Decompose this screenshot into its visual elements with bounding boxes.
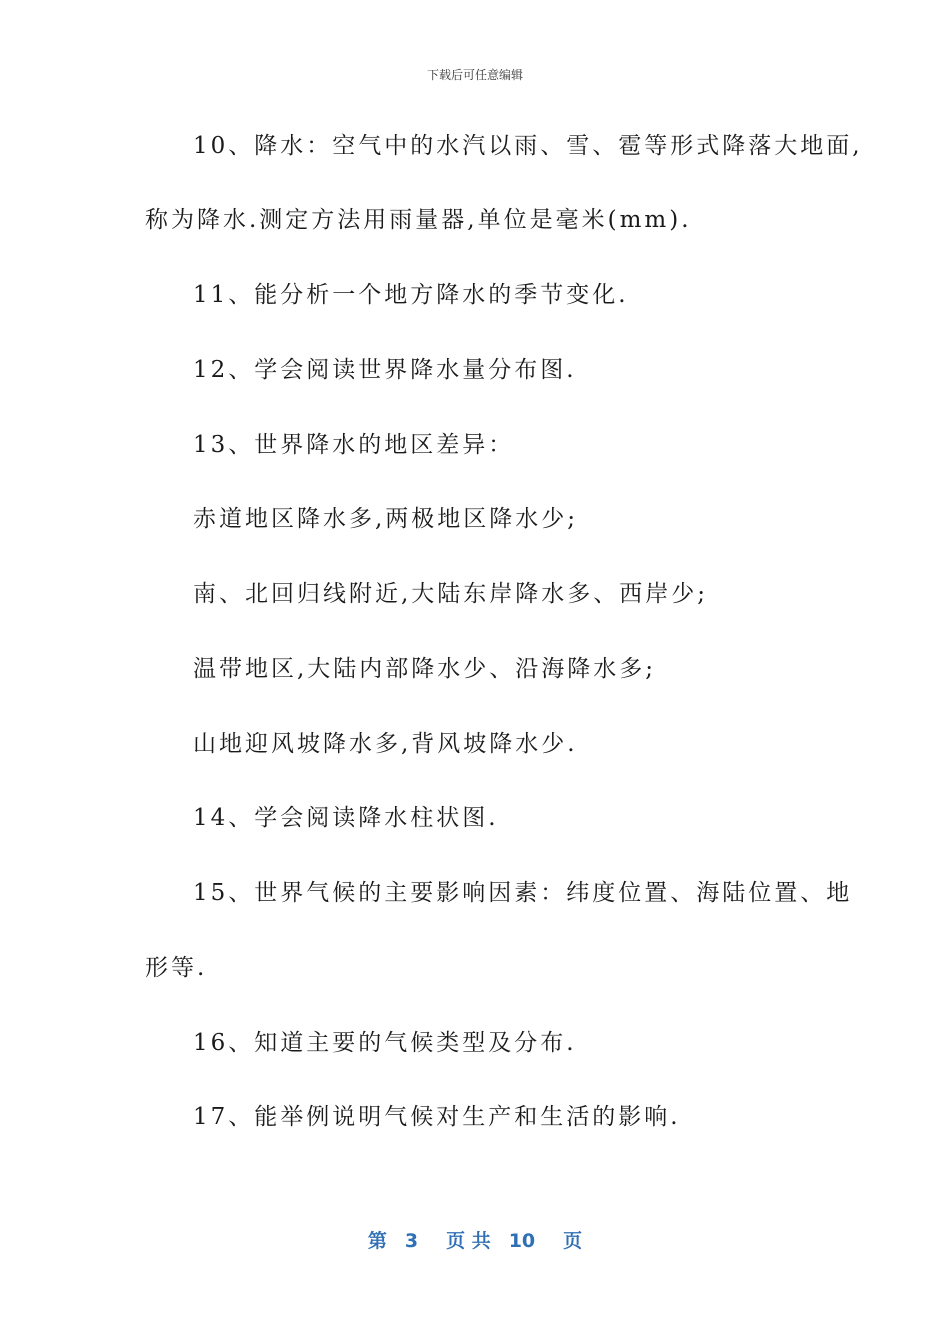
text-line-13-d: 山地迎风坡降水多,背风坡降水少.: [193, 731, 578, 757]
text-line-13-c: 温带地区,大陆内部降水少、沿海降水多;: [193, 656, 657, 682]
text-line-17: 17、能举例说明气候对生产和生活的影响.: [193, 1104, 681, 1130]
text-line-10: 10、降水：空气中的水汽以雨、雪、雹等形式降落大地面,: [193, 133, 863, 159]
text-line-15: 15、世界气候的主要影响因素：纬度位置、海陆位置、地: [193, 880, 853, 906]
text-line-10-cont: 称为降水.测定方法用雨量器,单位是毫米(mm).: [145, 207, 692, 233]
footer-ye-gong: 页 共: [446, 1230, 491, 1252]
footer-ye: 页: [563, 1230, 583, 1252]
footer-di: 第: [367, 1230, 387, 1252]
text-line-12: 12、学会阅读世界降水量分布图.: [193, 357, 577, 383]
page-footer: [0, 1226, 950, 1253]
footer-current-page: 3: [404, 1230, 419, 1252]
text-line-13-a: 赤道地区降水多,两极地区降水少;: [193, 506, 579, 532]
text-line-15-cont: 形等.: [145, 955, 208, 981]
text-line-11: 11、能分析一个地方降水的季节变化.: [193, 282, 629, 308]
text-line-16: 16、知道主要的气候类型及分布.: [193, 1030, 577, 1056]
text-line-13: 13、世界降水的地区差异：: [193, 432, 515, 458]
text-line-13-b: 南、北回归线附近,大陆东岸降水多、西岸少;: [193, 581, 709, 607]
page-header: 下载后可任意编辑: [426, 68, 523, 82]
footer-total-pages: 10: [508, 1230, 536, 1252]
text-line-14: 14、学会阅读降水柱状图.: [193, 805, 499, 831]
